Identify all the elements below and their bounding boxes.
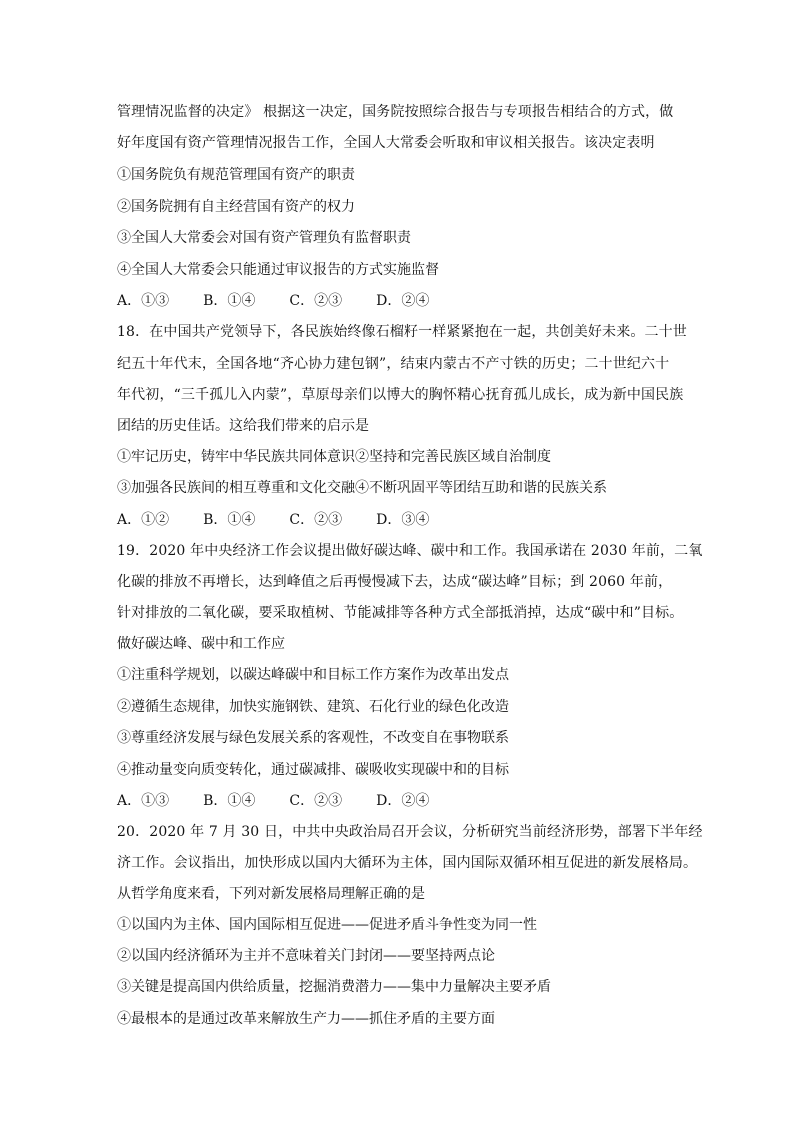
q19-item: ①注重科学规划，以碳达峰碳中和目标工作方案作为改革出发点 bbox=[117, 667, 509, 683]
q17-item: ④全国人大常委会只能通过审议报告的方式实施监督 bbox=[117, 262, 439, 278]
q19-item: ④推动量变向质变转化，通过碳减排、碳吸收实现碳中和的目标 bbox=[117, 762, 509, 778]
q20-item: ②以国内经济循环为主并不意味着关门封闭——要坚持两点论 bbox=[117, 948, 495, 964]
q17-stem-line: 管理情况监督的决定》 根据这一决定，国务院按照综合报告与专项报告相结合的方式，做 bbox=[117, 104, 674, 120]
q17-option-d: D．②④ bbox=[376, 293, 430, 309]
q20-item: ③关键是提高国内供给质量，挖掘消费潜力——集中力量解决主要矛盾 bbox=[117, 979, 551, 995]
q19-item: ③尊重经济发展与绿色发展关系的客观性，不改变自在事物联系 bbox=[117, 730, 509, 746]
q17-item: ③全国人大常委会对国有资产管理负有监督职责 bbox=[117, 230, 411, 246]
q18-stem-line: 团结的历史佳话。这给我们带来的启示是 bbox=[117, 418, 369, 434]
q18-option-b: B．①④ bbox=[203, 512, 256, 528]
q17-option-a: A．①③ bbox=[117, 293, 170, 309]
q20-stem-line: 从哲学角度来看，下列对新发展格局理解正确的是 bbox=[117, 886, 425, 902]
q17-options bbox=[117, 291, 463, 311]
q18-item: ③加强各民族间的相互尊重和文化交融④不断巩固平等团结互助和谐的民族关系 bbox=[117, 480, 607, 496]
q20-item: ④最根本的是通过改革来解放生产力——抓住矛盾的主要方面 bbox=[117, 1011, 495, 1027]
q19-item: ②遵循生态规律，加快实施钢铁、建筑、石化行业的绿色化改造 bbox=[117, 699, 509, 715]
q17-option-c: C．②③ bbox=[289, 293, 343, 309]
q18-options bbox=[117, 510, 463, 530]
q18-stem-line: 18．在中国共产党领导下，各民族始终像石榴籽一样紧紧抱在一起，共创美好未来。二十世 bbox=[117, 324, 687, 340]
q19-stem-line: 化碳的排放不再增长，达到峰值之后再慢慢减下去，达成“碳达峰”目标；到 2060 年前， bbox=[117, 574, 673, 590]
q19-stem-line: 做好碳达峰、碳中和工作应 bbox=[117, 636, 285, 652]
q20-stem-line: 20．2020 年 7 月 30 日，中共中央政治局召开会议，分析研究当前经济形势，部署下半年经 bbox=[117, 824, 703, 840]
q17-stem-line: 好年度国有资产管理情况报告工作，全国人大常委会听取和审议相关报告。该决定表明 bbox=[117, 135, 655, 151]
q19-stem-line: 针对排放的二氧化碳，要采取植树、节能减排等各种方式全部抵消掉，达成“碳中和”目标。 bbox=[117, 605, 684, 621]
q19-option-a: A．①③ bbox=[117, 793, 170, 809]
q18-stem-line: 纪五十年代末，全国各地“齐心协力建包钢”，结束内蒙古不产寸铁的历史；二十世纪六十 bbox=[117, 356, 670, 372]
q20-stem-line: 济工作。会议指出，加快形成以国内大循环为主体，国内国际双循环相互促进的新发展格局。 bbox=[117, 855, 698, 871]
q18-stem-line: 年代初，“三千孤儿入内蒙”，草原母亲们以博大的胸怀精心抚育孤儿成长，成为新中国民族 bbox=[117, 387, 684, 403]
q17-item: ①国务院负有规范管理国有资产的职责 bbox=[117, 167, 355, 183]
q19-stem-line: 19．2020 年中央经济工作会议提出做好碳达峰、碳中和工作。我国承诺在 2030 年前，二氧 bbox=[117, 543, 703, 559]
q17-item: ②国务院拥有自主经营国有资产的权力 bbox=[117, 199, 355, 215]
q19-option-c: C．②③ bbox=[289, 793, 343, 809]
q18-option-a: A．①② bbox=[117, 512, 170, 528]
q18-item: ①牢记历史，铸牢中华民族共同体意识②坚持和完善民族区域自治制度 bbox=[117, 449, 551, 465]
q17-option-b: B．①④ bbox=[203, 293, 256, 309]
q19-option-b: B．①④ bbox=[203, 793, 256, 809]
q18-option-c: C．②③ bbox=[289, 512, 343, 528]
q18-option-d: D．③④ bbox=[376, 512, 430, 528]
q19-option-d: D．②④ bbox=[376, 793, 430, 809]
q19-options bbox=[117, 791, 463, 811]
q20-item: ①以国内为主体、国内国际相互促进——促进矛盾斗争性变为同一性 bbox=[117, 917, 537, 933]
